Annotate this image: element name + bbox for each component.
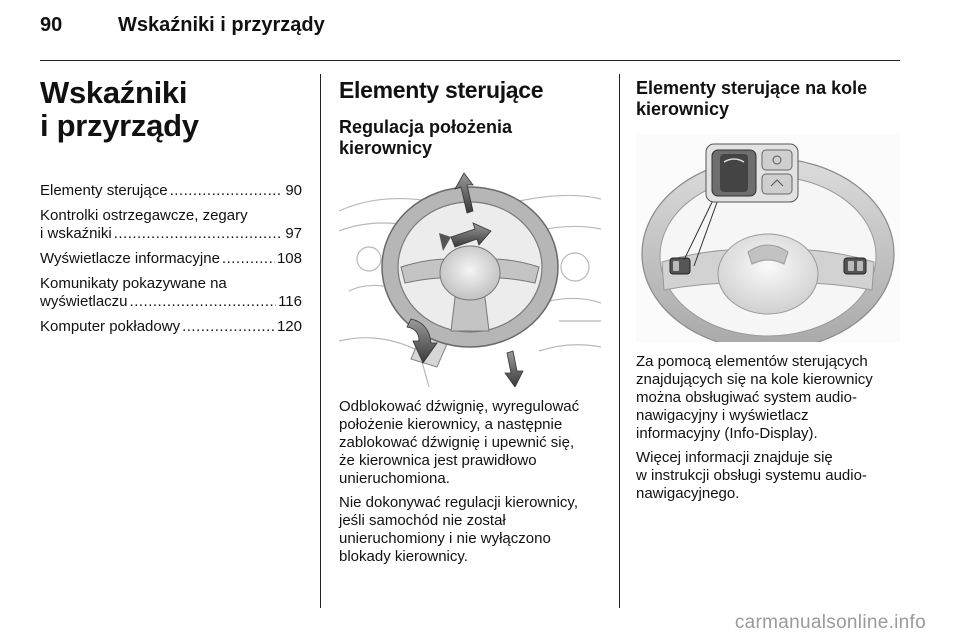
- text-line: w instrukcji obsługi systemu audio-: [636, 467, 867, 484]
- text-line: Więcej informacji znajduje się: [636, 449, 833, 466]
- column-divider-left: [320, 74, 321, 608]
- right-controls-icon: [844, 258, 866, 274]
- toc-leader-dots: [130, 293, 277, 311]
- running-header-title: Wskaźniki i przyrządy: [118, 14, 325, 36]
- text-line: Odblokować dźwignię, wyregulować: [339, 398, 580, 415]
- text-line: położenie kierownicy, a następnie: [339, 416, 563, 433]
- toc-leader-dots: [182, 318, 275, 336]
- toc-entry-text: Kontrolki ostrzegawcze, zegary: [40, 207, 248, 224]
- column-divider-right: [619, 74, 620, 608]
- wheel-controls-column: [636, 74, 900, 509]
- paragraph: [339, 398, 601, 488]
- text-line: Za pomocą elementów sterujących: [636, 353, 868, 370]
- page-header: [40, 14, 325, 44]
- toc-entry-text: Komunikaty pokazywane na: [40, 275, 227, 292]
- section-heading: Elementy sterujące: [339, 77, 544, 103]
- text-line: że kierownica jest prawidłowo: [339, 452, 537, 469]
- toc-entry-text: Wyświetlacze informacyjne: [40, 250, 220, 267]
- text-line: blokady kierownicy.: [339, 548, 468, 565]
- toc-entry[interactable]: [40, 275, 302, 311]
- text-line: informacyjny (Info-Display).: [636, 425, 818, 442]
- steering-wheel-controls-illustration: [636, 134, 900, 342]
- table-of-contents: [40, 182, 302, 336]
- chapter-title: Wskaźniki i przyrządy: [40, 75, 199, 143]
- text-line: unieruchomiony i nie wyłączono: [339, 530, 551, 547]
- paragraph: [636, 449, 900, 503]
- toc-entry-text: i wskaźniki: [40, 225, 112, 242]
- page-number: 90: [40, 14, 63, 36]
- steering-adjust-column: [339, 74, 601, 572]
- toc-page-number: 90: [285, 182, 302, 199]
- magnified-audio-control-icon: [706, 144, 798, 202]
- down-arrow-icon: [505, 351, 523, 387]
- toc-entry[interactable]: [40, 207, 302, 243]
- toc-entry[interactable]: [40, 318, 302, 336]
- section-heading: Elementy sterujące na kole kierownicy: [636, 78, 868, 119]
- toc-leader-dots: [114, 225, 284, 243]
- section-body: [339, 398, 601, 566]
- toc-entry[interactable]: [40, 250, 302, 268]
- subsection-heading: Regulacja położenia kierownicy: [339, 117, 513, 158]
- toc-page-number: 97: [285, 225, 302, 242]
- paragraph: [636, 353, 900, 443]
- toc-leader-dots: [170, 182, 284, 200]
- left-controls-icon: [670, 258, 690, 274]
- text-line: można obsługiwać system audio-: [636, 389, 857, 406]
- toc-entry-text: Elementy sterujące: [40, 182, 168, 199]
- text-line: nawigacyjnego.: [636, 485, 740, 502]
- toc-entry[interactable]: [40, 182, 302, 200]
- text-line: jeśli samochód nie został: [339, 512, 506, 529]
- steering-adjust-illustration: [339, 171, 601, 387]
- header-rule: [40, 60, 900, 61]
- paragraph: [339, 494, 601, 566]
- text-line: zablokować dźwignię i upewnić się,: [339, 434, 575, 451]
- chapter-column: [40, 74, 302, 343]
- toc-entry-text: Komputer pokładowy: [40, 318, 181, 335]
- watermark: carmanualsonline.info: [734, 612, 926, 633]
- toc-page-number: 108: [276, 250, 302, 267]
- toc-page-number: 120: [276, 318, 302, 335]
- toc-page-number: 116: [278, 293, 302, 310]
- section-body: [636, 353, 900, 503]
- text-line: unieruchomiona.: [339, 470, 450, 487]
- text-line: nawigacyjny i wyświetlacz: [636, 407, 809, 424]
- toc-entry-text: wyświetlaczu: [40, 293, 128, 310]
- text-line: Nie dokonywać regulacji kierownicy,: [339, 494, 578, 511]
- text-line: znajdujących się na kole kierownicy: [636, 371, 873, 388]
- toc-leader-dots: [222, 250, 275, 268]
